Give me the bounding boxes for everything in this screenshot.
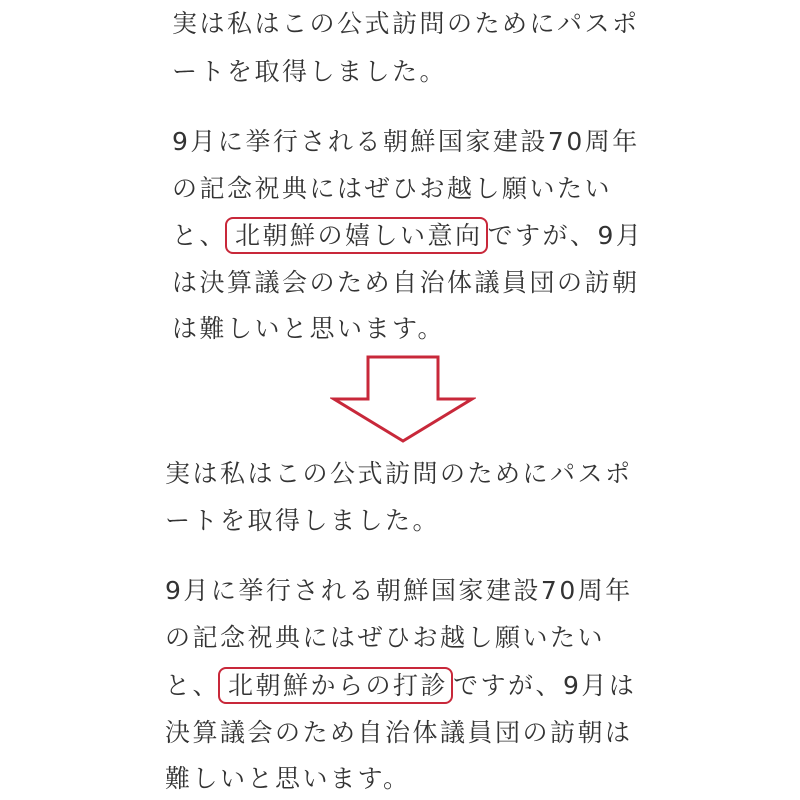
- text-line: の記念祝典にはぜひお越し願いたい: [172, 174, 613, 203]
- text-fragment: ですが、9月は: [453, 671, 637, 700]
- text-line: 実は私はこの公式訪問のためにパスポ: [172, 9, 640, 38]
- highlighted-phrase: 北朝鮮の嬉しい意向: [225, 217, 488, 254]
- text-line: 難しいと思います。: [165, 764, 411, 793]
- text-line: は難しいと思います。: [172, 314, 446, 343]
- text-fragment: と、: [165, 671, 221, 700]
- text-line: の記念祝典にはぜひお越し願いたい: [165, 623, 606, 652]
- text-line: ートを取得しました。: [165, 506, 441, 535]
- text-fragment: と、: [172, 221, 228, 250]
- text-line: 9月に挙行される朝鮮国家建設70周年: [172, 127, 640, 156]
- text-line-with-highlight: [165, 670, 636, 702]
- text-line: 決算議会のため自治体議員団の訪朝は: [165, 718, 633, 747]
- down-arrow-icon: [330, 355, 476, 445]
- text-line: 実は私はこの公式訪問のためにパスポ: [165, 459, 633, 488]
- highlighted-phrase: 北朝鮮からの打診: [218, 667, 453, 704]
- text-line: 9月に挙行される朝鮮国家建設70周年: [165, 576, 633, 605]
- text-fragment: ですが、9月: [487, 221, 644, 250]
- text-line: ートを取得しました。: [172, 57, 448, 86]
- text-line: は決算議会のため自治体議員団の訪朝: [172, 268, 640, 297]
- text-line-with-highlight: [172, 220, 643, 252]
